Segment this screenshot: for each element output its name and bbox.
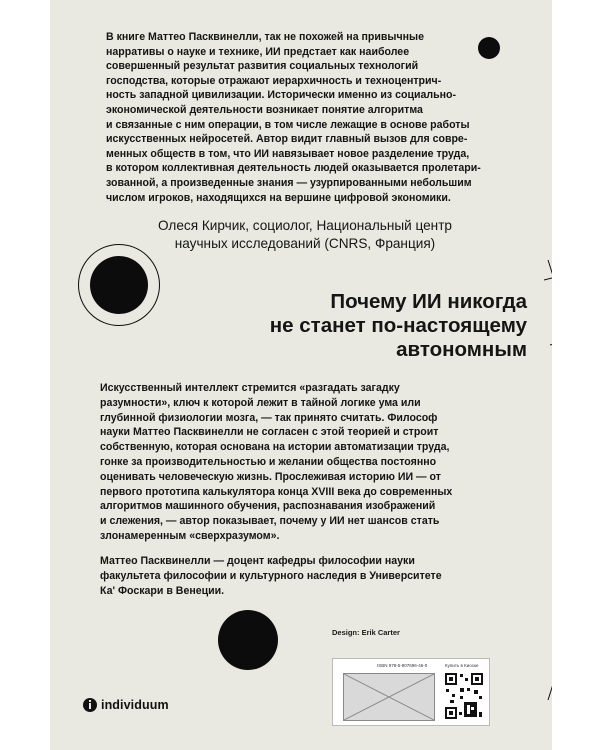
qr-code-icon[interactable] (444, 672, 484, 720)
review-quote (106, 30, 496, 205)
description-line: и слежения, — автор показывает, почему у ИИ нет шансов стать (100, 515, 440, 528)
quote-line: совершенный результат развития социальных технологий (106, 60, 419, 73)
bio-line: факультета философии и культурного наследия в Университете (100, 569, 442, 582)
description-line: разумности», ключ к которой лежит в тайной логике ума или (100, 396, 421, 409)
bio-line: Маттео Пасквинелли — доцент кафедры философии науки (100, 555, 415, 567)
publisher-name: individuum (101, 698, 169, 712)
book-description (100, 381, 500, 544)
headline-line: Почему ИИ никогда (330, 290, 527, 313)
design-credit: Design: Erik Carter (332, 628, 400, 637)
quote-line: менных обществ в том, что ИИ навязывает новое разделение труда, (106, 147, 470, 160)
description-line: Искусственный интеллект стремится «разгадать загадку (100, 382, 400, 394)
description-line: злонамеренным «сверхразумом». (100, 529, 280, 542)
publisher-logo (83, 698, 169, 712)
isbn-label: ISBN 978-5-907696-46-0 (377, 663, 428, 668)
individuum-logo-icon (83, 698, 97, 712)
attribution-line: Олеся Кирчик, социолог, Национальный центр (158, 218, 452, 233)
cover-headline (197, 290, 527, 362)
quote-line: искусственных нейросетей. Автор видит главный вызов для совре- (106, 133, 468, 146)
bio-line: Ка' Фоскари в Венеции. (100, 584, 225, 597)
quote-line: ность западной цивилизации. Исторически именно из социально- (106, 89, 457, 102)
description-line: науки Маттео Пасквинелли не согласен с этой теорией и строит (100, 426, 439, 439)
attribution-line: научных исследований (CNRS, Франция) (174, 236, 436, 251)
quote-line: В книге Маттео Пасквинелли, так не похожей на привычные (106, 31, 424, 43)
quote-line: числом игроков, находящихся на вершине цифровой экономики. (106, 191, 451, 204)
book-back-cover (50, 0, 552, 750)
author-bio (100, 554, 500, 598)
large-black-circle-icon (90, 256, 148, 314)
description-line: глубинной физиологии мозга, — так принято считать. Философ (100, 411, 438, 424)
headline-line: автономным (396, 338, 527, 361)
quote-line: нарративы о науке и технике, ИИ предстает как наиболее (106, 45, 410, 58)
barcode-box (332, 658, 490, 726)
buy-label: Купить в Киоске (445, 663, 479, 668)
bottom-black-circle-icon (218, 610, 278, 670)
quote-line: зованной, а произведенные знания — узурпированными небольшим (106, 176, 472, 189)
quote-line: господства, которые отражают иерархичность и техноцентрич- (106, 74, 442, 87)
description-line: гонке за производительностью и желании общества постоянно (100, 455, 437, 468)
description-line: оценивать человеческую жизнь. Прослеживая историю ИИ — от (100, 470, 441, 483)
description-line: собственную, которая основана на истории автоматизации труда, (100, 441, 450, 454)
description-line: первого прототипа калькулятора конца XVIII века до современных (100, 485, 453, 498)
quote-line: и связанные с ним операции, в том числе лежащие в основе работы (106, 118, 470, 131)
headline-line: не станет по-настоящему (269, 314, 527, 337)
quote-line: экономической деятельности возникает понятие алгоритма (106, 103, 423, 116)
quote-attribution (80, 217, 530, 253)
description-line: алгоритмов машинного обучения, распознавания изображений (100, 500, 436, 513)
quote-line: в котором коллективная деятельность людей оказывается пролетари- (106, 162, 481, 175)
barcode-placeholder-icon (343, 673, 435, 721)
